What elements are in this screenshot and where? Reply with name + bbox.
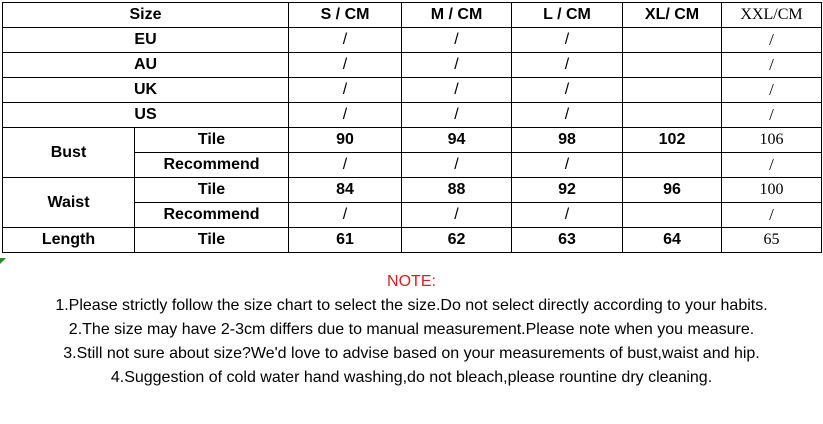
cell-m: 94 bbox=[402, 128, 512, 153]
header-size: Size bbox=[3, 3, 289, 28]
note-title: NOTE: bbox=[387, 273, 436, 290]
cell-m: 88 bbox=[402, 178, 512, 203]
cell-l: / bbox=[512, 153, 623, 178]
cell-xxl: / bbox=[722, 53, 822, 78]
cell-xl bbox=[623, 28, 722, 53]
cell-xxl: 100 bbox=[722, 178, 822, 203]
cell-s: / bbox=[289, 103, 402, 128]
standard-label: US bbox=[3, 103, 289, 128]
length-tile-row bbox=[3, 228, 822, 253]
cell-m: / bbox=[402, 28, 512, 53]
cell-xxl: / bbox=[722, 78, 822, 103]
measure-type: Tile bbox=[135, 128, 289, 153]
standard-label: UK bbox=[3, 78, 289, 103]
measure-type: Recommend bbox=[135, 203, 289, 228]
cell-l: / bbox=[512, 103, 623, 128]
bust-tile-row bbox=[3, 128, 822, 153]
cell-m: 62 bbox=[402, 228, 512, 253]
standard-row-au bbox=[3, 53, 822, 78]
cell-s: / bbox=[289, 28, 402, 53]
cell-s: 90 bbox=[289, 128, 402, 153]
cell-m: / bbox=[402, 103, 512, 128]
waist-tile-row bbox=[3, 178, 822, 203]
measure-type: Recommend bbox=[135, 153, 289, 178]
cell-l: / bbox=[512, 78, 623, 103]
header-s: S / CM bbox=[289, 3, 402, 28]
cell-xxl: 65 bbox=[722, 228, 822, 253]
cell-xl: 64 bbox=[623, 228, 722, 253]
header-row bbox=[3, 3, 822, 28]
measurement-label-waist: Waist bbox=[3, 178, 135, 228]
cell-m: / bbox=[402, 203, 512, 228]
cell-xl bbox=[623, 203, 722, 228]
header-l: L / CM bbox=[512, 3, 623, 28]
standard-label: AU bbox=[3, 53, 289, 78]
standard-label: EU bbox=[3, 28, 289, 53]
cell-s: / bbox=[289, 53, 402, 78]
header-xl: XL/ CM bbox=[623, 3, 722, 28]
cell-xl: 102 bbox=[623, 128, 722, 153]
cell-l: 98 bbox=[512, 128, 623, 153]
measurement-label-length: Length bbox=[3, 228, 135, 253]
cell-l: / bbox=[512, 53, 623, 78]
note-line-1: 1.Please strictly follow the size chart to select the size.Do not select directly according to your habits. bbox=[55, 297, 768, 314]
standard-row-eu bbox=[3, 28, 822, 53]
standard-row-uk bbox=[3, 78, 822, 103]
notes-section bbox=[0, 270, 823, 390]
cell-xxl: 106 bbox=[722, 128, 822, 153]
cell-xxl: / bbox=[722, 103, 822, 128]
cell-xl: 96 bbox=[623, 178, 722, 203]
measure-type: Tile bbox=[135, 228, 289, 253]
cell-xl bbox=[623, 153, 722, 178]
header-m: M / CM bbox=[402, 3, 512, 28]
cell-s: 61 bbox=[289, 228, 402, 253]
cell-xl bbox=[623, 103, 722, 128]
cell-l: 63 bbox=[512, 228, 623, 253]
cell-xxl: / bbox=[722, 203, 822, 228]
standard-row-us bbox=[3, 103, 822, 128]
size-chart-table bbox=[2, 2, 822, 253]
cell-s: / bbox=[289, 203, 402, 228]
cell-xl bbox=[623, 53, 722, 78]
corner-mark bbox=[0, 258, 6, 264]
cell-m: / bbox=[402, 153, 512, 178]
measurement-label-bust: Bust bbox=[3, 128, 135, 178]
cell-l: / bbox=[512, 28, 623, 53]
note-line-2: 2.The size may have 2-3cm differs due to manual measurement.Please note when you measure. bbox=[68, 321, 755, 338]
cell-s: / bbox=[289, 153, 402, 178]
cell-s: 84 bbox=[289, 178, 402, 203]
note-line-3: 3.Still not sure about size?We'd love to advise based on your measurements of bust,waist and hip. bbox=[63, 345, 760, 362]
cell-m: / bbox=[402, 53, 512, 78]
cell-xxl: / bbox=[722, 28, 822, 53]
note-line-4: 4.Suggestion of cold water hand washing,do not bleach,please rountine dry cleaning. bbox=[110, 369, 713, 386]
cell-m: / bbox=[402, 78, 512, 103]
cell-xxl: / bbox=[722, 153, 822, 178]
cell-l: 92 bbox=[512, 178, 623, 203]
cell-xl bbox=[623, 78, 722, 103]
cell-s: / bbox=[289, 78, 402, 103]
measure-type: Tile bbox=[135, 178, 289, 203]
cell-l: / bbox=[512, 203, 623, 228]
header-xxl: XXL/CM bbox=[722, 3, 822, 28]
